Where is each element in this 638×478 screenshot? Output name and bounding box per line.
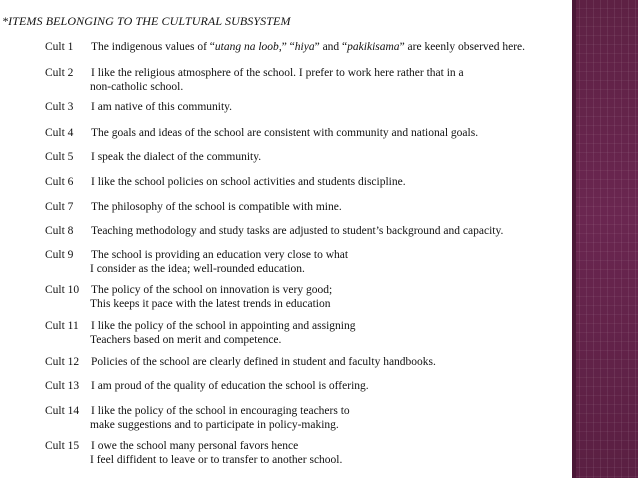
item-text: [91, 284, 332, 311]
item-text-line: The indigenous values of “utang na loob,” “hiya” and “pakikisama” are keenly observed here.: [91, 41, 526, 53]
item-text-line: I am native of this community.: [91, 101, 233, 113]
item-text-line: Teachers based on merit and competence.: [90, 333, 282, 346]
item-text-line: I like the school policies on school activities and students discipline.: [91, 176, 406, 188]
item-text-line: The policy of the school on innovation is very good;: [91, 284, 333, 296]
item-text-line: I owe the school many personal favors hence: [91, 440, 299, 452]
item-text: [91, 176, 406, 190]
item-code: Cult 15: [45, 440, 80, 452]
item-text: [91, 405, 350, 432]
item-text-line: I am proud of the quality of education the school is offering.: [91, 380, 369, 392]
item-text: [91, 380, 369, 394]
item-code: Cult 1: [45, 41, 74, 53]
item-code: Cult 4: [45, 127, 74, 139]
item-text-line: non-catholic school.: [90, 80, 184, 93]
item-text-line: The philosophy of the school is compatible with mine.: [91, 201, 342, 213]
item-text-line: Policies of the school are clearly defined in student and faculty handbooks.: [91, 356, 436, 368]
item-text-line: I feel diffident to leave or to transfer to another school.: [90, 453, 343, 466]
item-text-line: make suggestions and to participate in policy-making.: [90, 418, 339, 431]
item-text: [91, 41, 525, 55]
item-code: Cult 2: [45, 67, 74, 79]
item-code: Cult 8: [45, 225, 74, 237]
item-text: [91, 67, 464, 94]
item-text-line: I speak the dialect of the community.: [91, 151, 262, 163]
item-text: [91, 225, 503, 239]
item-text: [91, 201, 342, 215]
item-text: [91, 249, 348, 276]
item-text: [91, 440, 342, 467]
item-code: Cult 12: [45, 356, 80, 368]
item-text-line: The goals and ideas of the school are consistent with community and national goals.: [91, 127, 479, 139]
item-code: Cult 9: [45, 249, 74, 261]
item-code: Cult 3: [45, 101, 74, 113]
item-text: [91, 320, 355, 347]
item-text: [91, 101, 232, 115]
item-code: Cult 14: [45, 405, 80, 417]
item-text-line: I like the religious atmosphere of the school. I prefer to work here rather that in a: [91, 67, 464, 79]
item-code: Cult 6: [45, 176, 74, 188]
item-text-line: The school is providing an education very close to what: [91, 249, 349, 261]
item-text: [91, 151, 261, 165]
item-code: Cult 10: [45, 284, 80, 296]
decorative-sidebar: [572, 0, 638, 478]
item-text-line: I like the policy of the school in encouraging teachers to: [91, 405, 350, 417]
item-code: Cult 5: [45, 151, 74, 163]
page-title: *ITEMS BELONGING TO THE CULTURAL SUBSYSTEM: [2, 14, 291, 28]
item-text-line: This keeps it pace with the latest trends in education: [90, 297, 331, 310]
item-text-line: I like the policy of the school in appointing and assigning: [91, 320, 356, 332]
item-code: Cult 11: [45, 320, 79, 332]
item-code: Cult 13: [45, 380, 80, 392]
item-text: [91, 356, 436, 370]
item-code: Cult 7: [45, 201, 74, 213]
item-text-line: I consider as the idea; well-rounded education.: [90, 262, 305, 275]
item-text: [91, 127, 478, 141]
item-text-line: Teaching methodology and study tasks are adjusted to student’s background and capacity.: [91, 225, 504, 237]
